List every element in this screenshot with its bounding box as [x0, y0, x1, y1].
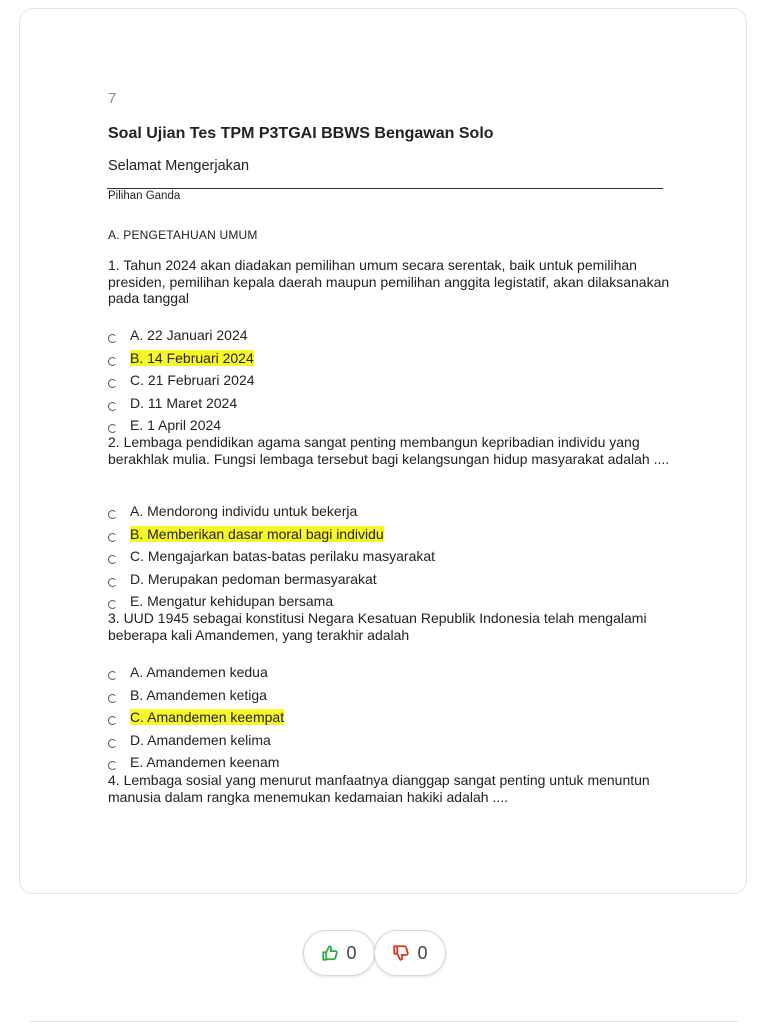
option-label: D. 11 Maret 2024 [130, 394, 238, 411]
radio-icon[interactable] [108, 739, 117, 748]
section-name: A. PENGETAHUAN UMUM [108, 228, 258, 242]
thumbs-down-icon [392, 944, 410, 962]
answer-option[interactable] [108, 571, 678, 594]
reaction-bar [303, 930, 446, 978]
option-label: E. Mengatur kehidupan bersama [130, 593, 334, 610]
question-text: 4. Lembaga sosial yang menurut manfaatnya dianggap sangat penting untuk menuntun manusia dalam rangka menemukan kedamaian hakiki adalah .... [108, 772, 650, 805]
radio-icon[interactable] [108, 510, 117, 519]
question-text: 1. Tahun 2024 akan diadakan pemilihan umum secara serentak, baik untuk pemilihan presiden, pemilihan kepala daerah maupun pemilihan anggita legistatif, akan dilaksanakan pada tanggal [108, 257, 670, 306]
dislike-button[interactable] [374, 930, 446, 976]
radio-icon[interactable] [108, 424, 117, 433]
page-number: 7 [108, 90, 117, 107]
option-label: D. Amandemen kelima [130, 731, 271, 748]
radio-icon[interactable] [108, 761, 117, 770]
option-label: B. Memberikan dasar moral bagi individu [130, 525, 384, 542]
question-options [108, 327, 678, 440]
answer-option[interactable] [108, 395, 678, 418]
option-label: C. 21 Februari 2024 [130, 372, 255, 389]
option-label: E. 1 April 2024 [130, 417, 222, 434]
thumbs-up-icon [321, 944, 339, 962]
radio-icon[interactable] [108, 694, 117, 703]
question-options [108, 664, 678, 777]
option-label: C. Mengajarkan batas-batas perilaku masyarakat [130, 548, 436, 565]
answer-option[interactable] [108, 548, 678, 571]
answer-option[interactable] [108, 664, 678, 687]
radio-icon[interactable] [108, 357, 117, 366]
answer-option[interactable] [108, 732, 678, 755]
option-label: D. Merupakan pedoman bermasyarakat [130, 570, 377, 587]
option-label: E. Amandemen keenam [130, 754, 280, 771]
question-text: 2. Lembaga pendidikan agama sangat penting membangun kepribadian individu yang berakhlak mulia. Fungsi lembaga tersebut bagi kelangsungan hidup masyarakat adalah .... [108, 434, 670, 467]
document-subtitle: Selamat Mengerjakan [108, 158, 250, 174]
option-label: C. Amandemen keempat [130, 709, 285, 726]
document-title: Soal Ujian Tes TPM P3TGAI BBWS Bengawan Solo [108, 125, 494, 142]
radio-icon[interactable] [108, 600, 117, 609]
answer-option[interactable] [108, 327, 678, 350]
option-label: A. 22 Januari 2024 [130, 327, 248, 343]
answer-option[interactable] [108, 372, 678, 395]
answer-option[interactable] [108, 503, 678, 526]
section-type: Pilihan Ganda [108, 190, 181, 202]
answer-option[interactable] [108, 687, 678, 710]
option-label: B. 14 Februari 2024 [130, 349, 254, 366]
footer-divider [30, 1021, 738, 1022]
question-options [108, 503, 678, 616]
radio-icon[interactable] [108, 578, 117, 587]
radio-icon[interactable] [108, 555, 117, 564]
option-label: A. Amandemen kedua [130, 664, 268, 680]
answer-option[interactable] [108, 350, 678, 373]
document-card [19, 8, 747, 894]
radio-icon[interactable] [108, 334, 117, 343]
radio-icon[interactable] [108, 402, 117, 411]
option-label: A. Mendorong individu untuk bekerja [130, 503, 358, 519]
header-divider [107, 188, 663, 189]
like-button[interactable] [303, 930, 375, 976]
answer-option[interactable] [108, 709, 678, 732]
radio-icon[interactable] [108, 671, 117, 680]
radio-icon[interactable] [108, 379, 117, 388]
radio-icon[interactable] [108, 716, 117, 725]
answer-option[interactable] [108, 526, 678, 549]
dislike-count: 0 [417, 942, 428, 963]
like-count: 0 [346, 942, 357, 963]
option-label: B. Amandemen ketiga [130, 686, 267, 703]
radio-icon[interactable] [108, 533, 117, 542]
question-text: 3. UUD 1945 sebagai konstitusi Negara Kesatuan Republik Indonesia telah mengalami beberapa kali Amandemen, yang terakhir adalah [108, 610, 647, 643]
